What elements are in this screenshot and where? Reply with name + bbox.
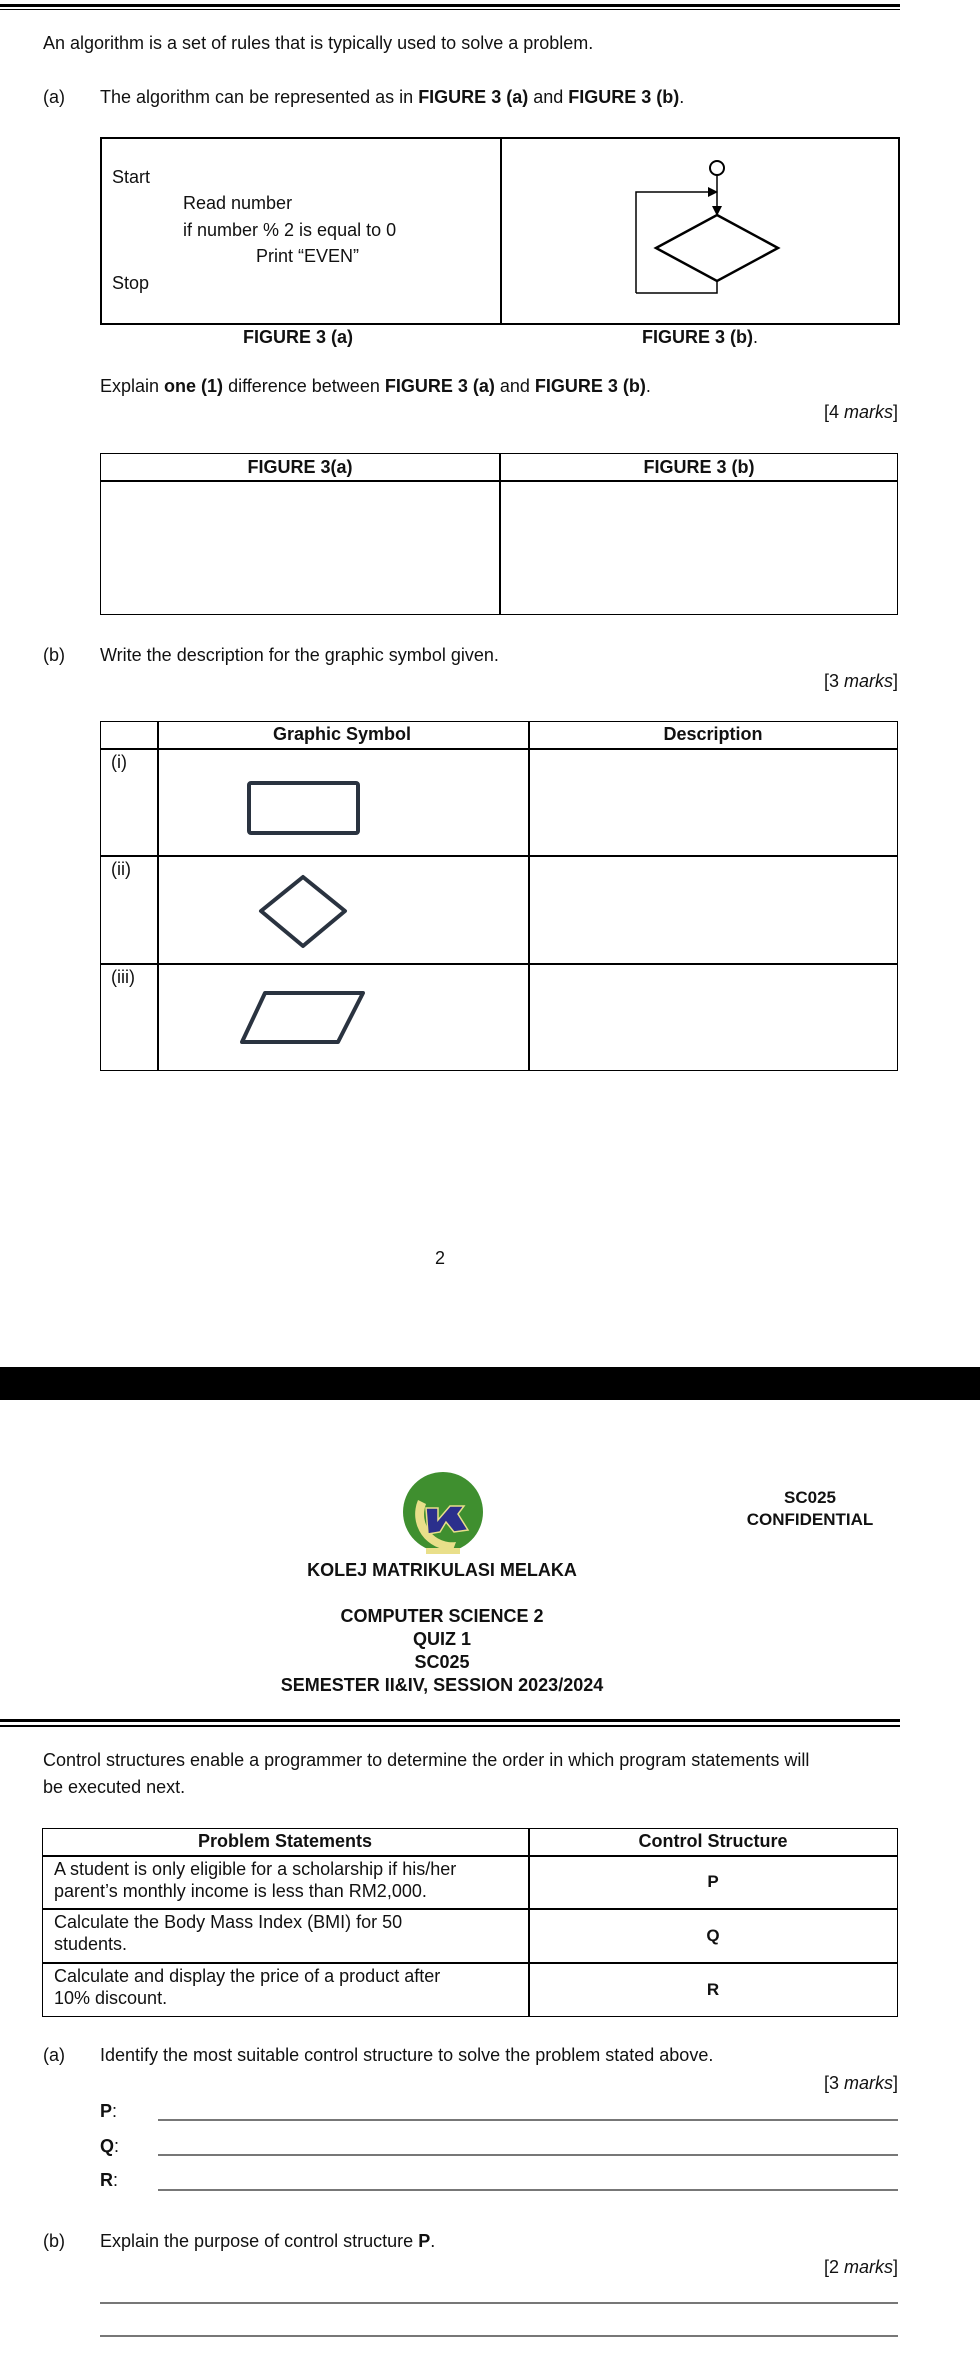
- loop-line: [636, 192, 709, 293]
- text: Calculate and display the price of a product after: [54, 1966, 441, 1986]
- college-logo: [398, 1470, 488, 1560]
- caption-figure-a: FIGURE 3 (a): [242, 327, 354, 347]
- q-b-text: [100, 2232, 435, 2250]
- text: students.: [54, 1934, 128, 1954]
- part-b-label: (b): [43, 645, 65, 665]
- process-rectangle-icon: [249, 783, 358, 833]
- intro-line-2: be executed next.: [43, 1777, 186, 1797]
- title-line-4: SEMESTER II&IV, SESSION 2023/2024: [280, 1675, 604, 1695]
- pseudo-start: Start: [112, 167, 151, 187]
- text: parent’s monthly income is less than RM2,000.: [54, 1881, 427, 1901]
- text: .: [430, 2231, 436, 2251]
- text: marks: [843, 2257, 893, 2277]
- text: ]: [892, 671, 898, 691]
- structure-label-r: R: [706, 1980, 720, 1999]
- text: :: [112, 2101, 118, 2121]
- text: marks: [843, 2073, 893, 2093]
- text: .: [752, 327, 759, 347]
- q-a-text: Identify the most suitable control structure to solve the problem stated above.: [100, 2045, 714, 2065]
- top-rule-thin: [0, 9, 900, 10]
- text: Calculate the Body Mass Index (BMI) for 50: [54, 1912, 403, 1932]
- figure-divider: [500, 137, 502, 325]
- part-a-text: [100, 88, 684, 106]
- header-rule-thin: [0, 1725, 900, 1727]
- caption-b-text: FIGURE 3 (b): [641, 327, 753, 347]
- intro-text: An algorithm is a set of rules that is typically used to solve a problem.: [43, 33, 594, 53]
- pseudo-read: Read number: [183, 193, 293, 213]
- text: 10% discount.: [54, 1988, 168, 2008]
- text: FIGURE 3 (b): [534, 376, 646, 396]
- text: [3: [823, 2073, 844, 2093]
- text: marks: [843, 402, 893, 422]
- text: [2: [823, 2257, 844, 2277]
- row-label-ii: (ii): [111, 859, 131, 879]
- answer-label-r: [100, 2171, 118, 2189]
- description-cell-i[interactable]: [530, 750, 896, 854]
- fig-a-ref: FIGURE 3 (a): [418, 87, 529, 107]
- text: [4: [823, 402, 844, 422]
- header-rule: [0, 1719, 900, 1722]
- row-label-iii: (iii): [111, 967, 135, 987]
- row-divider: [42, 1855, 898, 1857]
- text: one (1): [164, 376, 224, 396]
- intro-line-1: Control structures enable a programmer to determine the order in which program statements will: [43, 1750, 810, 1770]
- text: :: [113, 2170, 119, 2190]
- caption-figure-b: [642, 328, 758, 346]
- structure-label-p: P: [707, 1872, 719, 1891]
- start-circle-icon: [710, 161, 724, 175]
- text: :: [114, 2136, 120, 2156]
- description-cell-iii[interactable]: [530, 965, 896, 1069]
- structure-label-q: Q: [706, 1926, 720, 1945]
- symbols: [230, 770, 380, 1060]
- answer-line-b2[interactable]: [100, 2335, 898, 2337]
- decision-diamond-icon: [261, 877, 345, 946]
- text: P: [100, 2101, 113, 2121]
- header-confidential: CONFIDENTIAL: [746, 1510, 874, 1529]
- decision-diamond-icon: [656, 215, 778, 281]
- text: The algorithm can be represented as in: [100, 87, 419, 107]
- header-graphic-symbol: Graphic Symbol: [272, 724, 412, 744]
- page-break-band: [0, 1367, 980, 1400]
- q-b-label: (b): [43, 2231, 65, 2251]
- answer-cell-b[interactable]: [501, 482, 897, 613]
- description-cell-ii[interactable]: [530, 857, 896, 962]
- text: P: [418, 2231, 431, 2251]
- marks-3b: [824, 2074, 898, 2092]
- flowchart-figure: [600, 150, 840, 310]
- text: Q: [100, 2136, 115, 2156]
- loop-line: [636, 281, 717, 293]
- row-divider: [42, 1962, 898, 1964]
- page-number: 2: [434, 1248, 446, 1268]
- text: .: [645, 376, 651, 396]
- text: ]: [892, 2073, 898, 2093]
- marks-4: [824, 403, 898, 421]
- text: FIGURE 3 (a): [384, 376, 495, 396]
- college-name: KOLEJ MATRIKULASI MELAKA: [307, 1560, 577, 1580]
- answer-cell-a[interactable]: [101, 482, 498, 613]
- marks-3: [824, 672, 898, 690]
- table-row-statement: [54, 1911, 402, 1955]
- title-line-2: QUIZ 1: [412, 1629, 472, 1649]
- header-problem-statements: Problem Statements: [197, 1831, 373, 1851]
- part-b-text: Write the description for the graphic symbol given.: [100, 645, 499, 665]
- answer-label-p: [100, 2102, 117, 2120]
- text: marks: [843, 671, 893, 691]
- answer-line-p[interactable]: [158, 2119, 898, 2121]
- pseudo-print: Print “EVEN”: [256, 246, 360, 266]
- text: Explain the purpose of control structure: [100, 2231, 419, 2251]
- text: Explain: [100, 376, 165, 396]
- pseudo-stop: Stop: [112, 273, 150, 293]
- text: and: [528, 87, 569, 107]
- part-a-label: (a): [43, 87, 65, 107]
- input-output-parallelogram-icon: [242, 993, 363, 1042]
- fig-b-ref: FIGURE 3 (b): [568, 87, 680, 107]
- col-divider: [157, 721, 159, 1071]
- header-control-structure: Control Structure: [638, 1831, 788, 1851]
- text: A student is only eligible for a scholarship if his/her: [54, 1859, 457, 1879]
- text: ]: [892, 402, 898, 422]
- answer-header-b: FIGURE 3 (b): [643, 457, 755, 477]
- row-divider: [42, 1908, 898, 1910]
- table-row-statement: [54, 1965, 440, 2009]
- answer-label-q: [100, 2137, 119, 2155]
- part-a-question: [100, 377, 651, 395]
- text: [3: [823, 671, 844, 691]
- top-rule: [0, 4, 900, 7]
- answer-header-a: FIGURE 3(a): [247, 457, 353, 477]
- text: R: [100, 2170, 113, 2190]
- text: ]: [892, 2257, 898, 2277]
- text: .: [679, 87, 685, 107]
- pseudo-if: if number % 2 is equal to 0: [183, 220, 397, 240]
- row-label-i: (i): [111, 752, 127, 772]
- text: and: [494, 376, 535, 396]
- answer-line-q[interactable]: [158, 2154, 898, 2156]
- title-line-1: COMPUTER SCIENCE 2: [340, 1606, 544, 1626]
- text: difference between: [223, 376, 385, 396]
- answer-line-b1[interactable]: [100, 2302, 898, 2304]
- q-a-label: (a): [43, 2045, 65, 2065]
- header-description: Description: [663, 724, 763, 744]
- title-line-3: SC025: [414, 1652, 470, 1672]
- answer-line-r[interactable]: [158, 2189, 898, 2191]
- marks-2: [824, 2258, 898, 2276]
- table-row-statement: [54, 1858, 456, 1902]
- header-code: SC025: [784, 1488, 836, 1507]
